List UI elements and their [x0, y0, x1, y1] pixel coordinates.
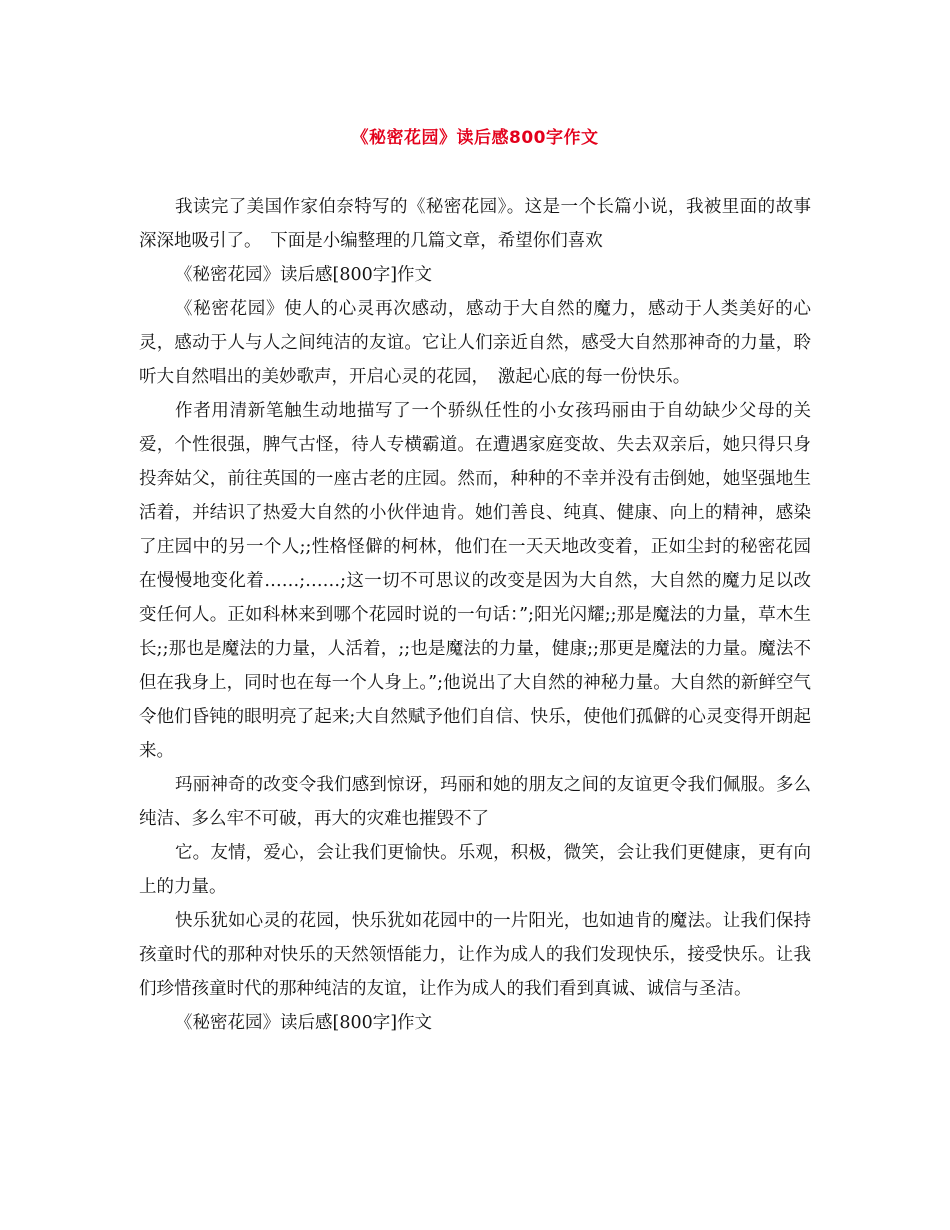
document-body [139, 190, 811, 1040]
paragraph: 玛丽神奇的改变令我们感到惊讶，玛丽和她的朋友之间的友谊更令我们佩服。多么纯洁、多么牢不可破，再大的灾难也摧毁不了 [139, 775, 811, 829]
paragraph: 作者用清新笔触生动地描写了一个骄纵任性的小女孩玛丽由于自幼缺少父母的关爱，个性很强，脾气古怪，待人专横霸道。在遭遇家庭变故、失去双亲后，她只得只身投奔姑父，前往英国的一座古老的庄园。然而，种种的不幸并没有击倒她，她坚强地生活着，并结识了热爱大自然的小伙伴迪肯。她们善良、纯真、健康、向上的精神，感染了庄园中的另一个人;;性格怪僻的柯林，他们在一天天地改变着，正如尘封的秘密花园在慢慢地变化着……;……;这一切不可思议的改变是因为大自然，大自然的魔力足以改变任何人。正如科林来到哪个花园时说的一句话：”;阳光闪耀;;那是魔法的力量，草木生长;;那也是魔法的力量，人活着，;;也是魔法的力量，健康;;那更是魔法的力量。魔法不但在我身上，同时也在每一个人身上。”;他说出了大自然的神秘力量。大自然的新鲜空气令他们昏钝的眼明亮了起来;大自然赋予他们自信、快乐，使他们孤僻的心灵变得开朗起来。 [139, 401, 811, 761]
paragraph: 《秘密花园》使人的心灵再次感动，感动于大自然的魔力，感动于人类美好的心灵，感动于人与人之间纯洁的友谊。它让人们亲近自然，感受大自然那神奇的力量，聆听大自然唱出的美妙歌声，开启心灵的花园， 激起心底的每一份快乐。 [139, 299, 811, 387]
paragraph: 它。友情，爱心，会让我们更愉快。乐观，积极，微笑，会让我们更健康，更有向上的力量。 [139, 843, 811, 897]
paragraph: 快乐犹如心灵的花园，快乐犹如花园中的一片阳光，也如迪肯的魔法。让我们保持孩童时代的那种对快乐的天然领悟能力，让作为成人的我们发现快乐，接受快乐。让我们珍惜孩童时代的那种纯洁的友谊，让作为成人的我们看到真诚、诚信与圣洁。 [139, 911, 811, 999]
paragraph: 《秘密花园》读后感[800字]作文 [175, 1013, 433, 1033]
paragraph: 《秘密花园》读后感[800字]作文 [175, 265, 433, 285]
paragraph: 我读完了美国作家伯奈特写的《秘密花园》。这是一个长篇小说，我被里面的故事深深地吸引了。 下面是小编整理的几篇文章，希望你们喜欢 [139, 197, 811, 251]
document-title: 《秘密花园》读后感800字作文 [351, 128, 599, 148]
